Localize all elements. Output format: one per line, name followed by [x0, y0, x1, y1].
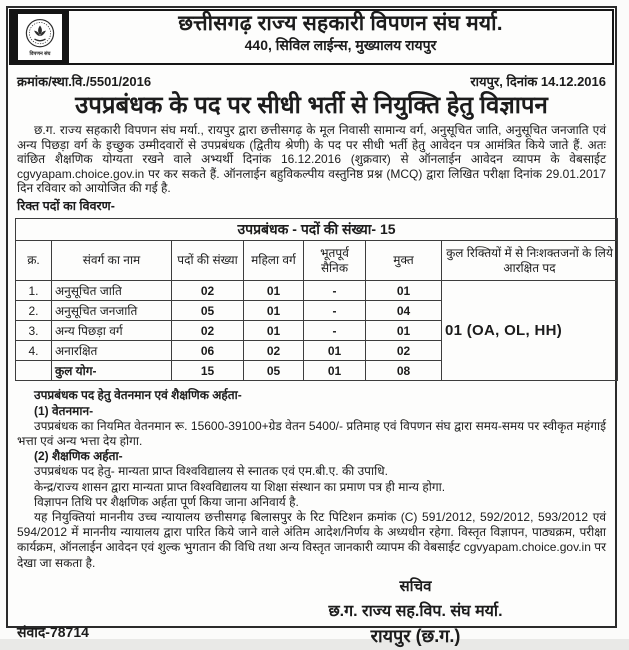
- cell-open: 01: [366, 321, 442, 341]
- cooperative-emblem-icon: [23, 17, 57, 51]
- cell-exserviceman: -: [304, 281, 366, 301]
- advertisement-headline: उपप्रबंधक के पद पर सीधी भर्ती से नियुक्ति हेतु विज्ञापन: [75, 92, 548, 119]
- cell-exserviceman: 01: [304, 341, 366, 361]
- cell-posts: 06: [172, 341, 244, 361]
- qualification-section: [8, 384, 615, 570]
- cell-serial: [16, 361, 52, 381]
- reference-row: [8, 66, 615, 90]
- table-row: [16, 281, 618, 301]
- advert-serial-number: संवाद-78714: [17, 623, 89, 640]
- table-title-row: [16, 219, 618, 241]
- legal-note: यह नियुक्तियां माननीय उच्च न्यायालय छत्तीसगढ़ बिलासपुर के रिट पिटिशन क्रमांक (C) 591/2012, 592/2012, 593/2012 एवं 594/2012 में माननीय न्यायालय द्वारा पारित किये जाने वाले अंतिम आदेश/निर्णय के अध्यधीन रहेगा. विस्तृत विज्ञापन, पाठ्यक्रम, परीक्षा कार्यक्रम, ऑनलाईन आवेदन एवं शुल्क भुगतान की विधि तथा अन्य विस्तृत जानकारी व्यापम की वेबसाईट cgvyapam.choice.gov.in पर देखा जा सकता है.: [17, 510, 606, 570]
- col-header-open: मुक्त: [366, 241, 442, 281]
- cell-female: 02: [244, 341, 304, 361]
- cell-posts-total: 15: [172, 361, 244, 381]
- cell-female: 01: [244, 281, 304, 301]
- cell-open: 04: [366, 301, 442, 321]
- education-text-2: केन्द्र/राज्य शासन द्वारा मान्यता प्राप्त विश्वविद्यालय या शिक्षा संस्थान का प्रमाण पत्र ही मान्य होगा.: [34, 479, 446, 494]
- cell-category: अन्य पिछड़ा वर्ग: [52, 321, 172, 341]
- masthead-text: [69, 11, 612, 63]
- signatory-place: रायपुर (छ.ग.): [370, 625, 461, 646]
- cell-posts: 05: [172, 301, 244, 321]
- signature-block: [293, 576, 538, 648]
- masthead: [9, 9, 614, 65]
- signatory-organisation: छ.ग. राज्य सह.विप. संघ मर्या.: [328, 602, 503, 620]
- signature-area: [8, 574, 615, 650]
- cell-exserviceman-total: 01: [304, 361, 366, 381]
- org-name: छत्तीसगढ़ राज्य सहकारी विपणन संघ मर्या.: [178, 12, 503, 35]
- cell-category: अनुसूचित जनजाति: [52, 301, 172, 321]
- cell-exserviceman: -: [304, 321, 366, 341]
- intro-paragraph: छ.ग. राज्य सहकारी विपणन संघ मर्या., रायपुर द्वारा छत्तीसगढ़ के मूल निवासी सामान्य वर्ग, अनुसूचित जाति, अनुसूचित जनजाति एवं अन्य पिछड़ा वर्ग के इच्छुक उम्मीदवारों से उपप्रबंधक (द्वितीय श्रेणी) के पद पर सीधी भर्ती हेतु आवेदन पत्र आमंत्रित किये जाते हैं. अतः वांछित शैक्षणिक योग्यता रखने वाले अभ्यर्थी दिनांक 16.12.2016 (शुक्रवार) से ऑनलाईन आवेदन व्यापम के वेबसाईट cgvyapam.choice.gov.in पर कर सकते हैं. ऑनलाईन बहुविकल्पीय वस्तुनिष्ठ प्रश्न (MCQ) द्वारा लिखित परीक्षा दिनांक 29.01.2017 दिन रविवार को आयोजित की गई है.: [17, 123, 606, 196]
- cell-open-total: 08: [366, 361, 442, 381]
- cell-posts: 02: [172, 321, 244, 341]
- cell-female: 01: [244, 301, 304, 321]
- cell-female-total: 05: [244, 361, 304, 381]
- cell-total-label: कुल योग-: [52, 361, 172, 381]
- cell-female: 01: [244, 321, 304, 341]
- reference-number: क्रमांक/स्था.वि./5501/2016: [17, 74, 152, 89]
- col-header-exserviceman: भूतपूर्व सैनिक: [304, 241, 366, 281]
- education-heading: (2) शैक्षणिक अर्हता-: [34, 449, 123, 464]
- reserved-posts-note: 01 (OA, OL, HH): [442, 281, 618, 381]
- cell-serial: 4.: [16, 341, 52, 361]
- vacancy-table: [15, 218, 618, 381]
- education-text-1: उपप्रबंधक पद हेतु- मान्यता प्राप्त विश्वविद्यालय से स्नातक एवं एम.बी.ए. की उपाधि.: [34, 464, 388, 479]
- col-header-posts: पदों की संख्या: [172, 241, 244, 281]
- vacancy-details-label: रिक्त पदों का विवरण-: [17, 199, 115, 214]
- cell-serial: 3.: [16, 321, 52, 341]
- cell-category: अनारक्षित: [52, 341, 172, 361]
- col-header-reserved-disabled: कुल रिक्तियों में से निःशक्तजनों के लिये आरक्षित पद: [442, 241, 618, 281]
- place-and-date: रायपुर, दिनांक 14.12.2016: [470, 74, 606, 89]
- col-header-serial: क्र.: [16, 241, 52, 281]
- education-text-3: विज्ञापन तिथि पर शैक्षणिक अर्हता पूर्ण किया जाना अनिवार्य है.: [34, 494, 299, 509]
- table-header-row: [16, 241, 618, 281]
- org-address: 440, सिविल लाईन्स, मुख्यालय रायपुर: [244, 37, 437, 54]
- cell-open: 01: [366, 281, 442, 301]
- table-title: उपप्रबंधक - पदों की संख्या- 15: [16, 219, 618, 241]
- pay-scale-text: उपप्रबंधक का नियमित वेतनमान रू. 15600-39100+ग्रेड वेतन 5400/- प्रतिमाह एवं विपणन संघ द्वारा समय-समय पर स्वीकृत महंगाई भत्ता एवं अन्य भत्ता देय होगा.: [17, 418, 606, 449]
- cell-serial: 2.: [16, 301, 52, 321]
- pay-scale-heading: (1) वेतनमान-: [34, 403, 94, 418]
- logo-panel: [11, 11, 69, 63]
- col-header-female: महिला वर्ग: [244, 241, 304, 281]
- qualification-section-heading: उपप्रबंधक पद हेतु वेतनमान एवं शैक्षणिक अर्हता-: [34, 388, 242, 403]
- logo-caption: विपणन संघ: [29, 51, 51, 57]
- signatory-designation: सचिव: [399, 577, 432, 595]
- cell-exserviceman: -: [304, 301, 366, 321]
- cell-posts: 02: [172, 281, 244, 301]
- cell-serial: 1.: [16, 281, 52, 301]
- col-header-category: संवर्ग का नाम: [52, 241, 172, 281]
- cell-open: 02: [366, 341, 442, 361]
- page-border-frame: [6, 6, 617, 646]
- org-logo: [18, 14, 62, 60]
- cell-category: अनुसूचित जाति: [52, 281, 172, 301]
